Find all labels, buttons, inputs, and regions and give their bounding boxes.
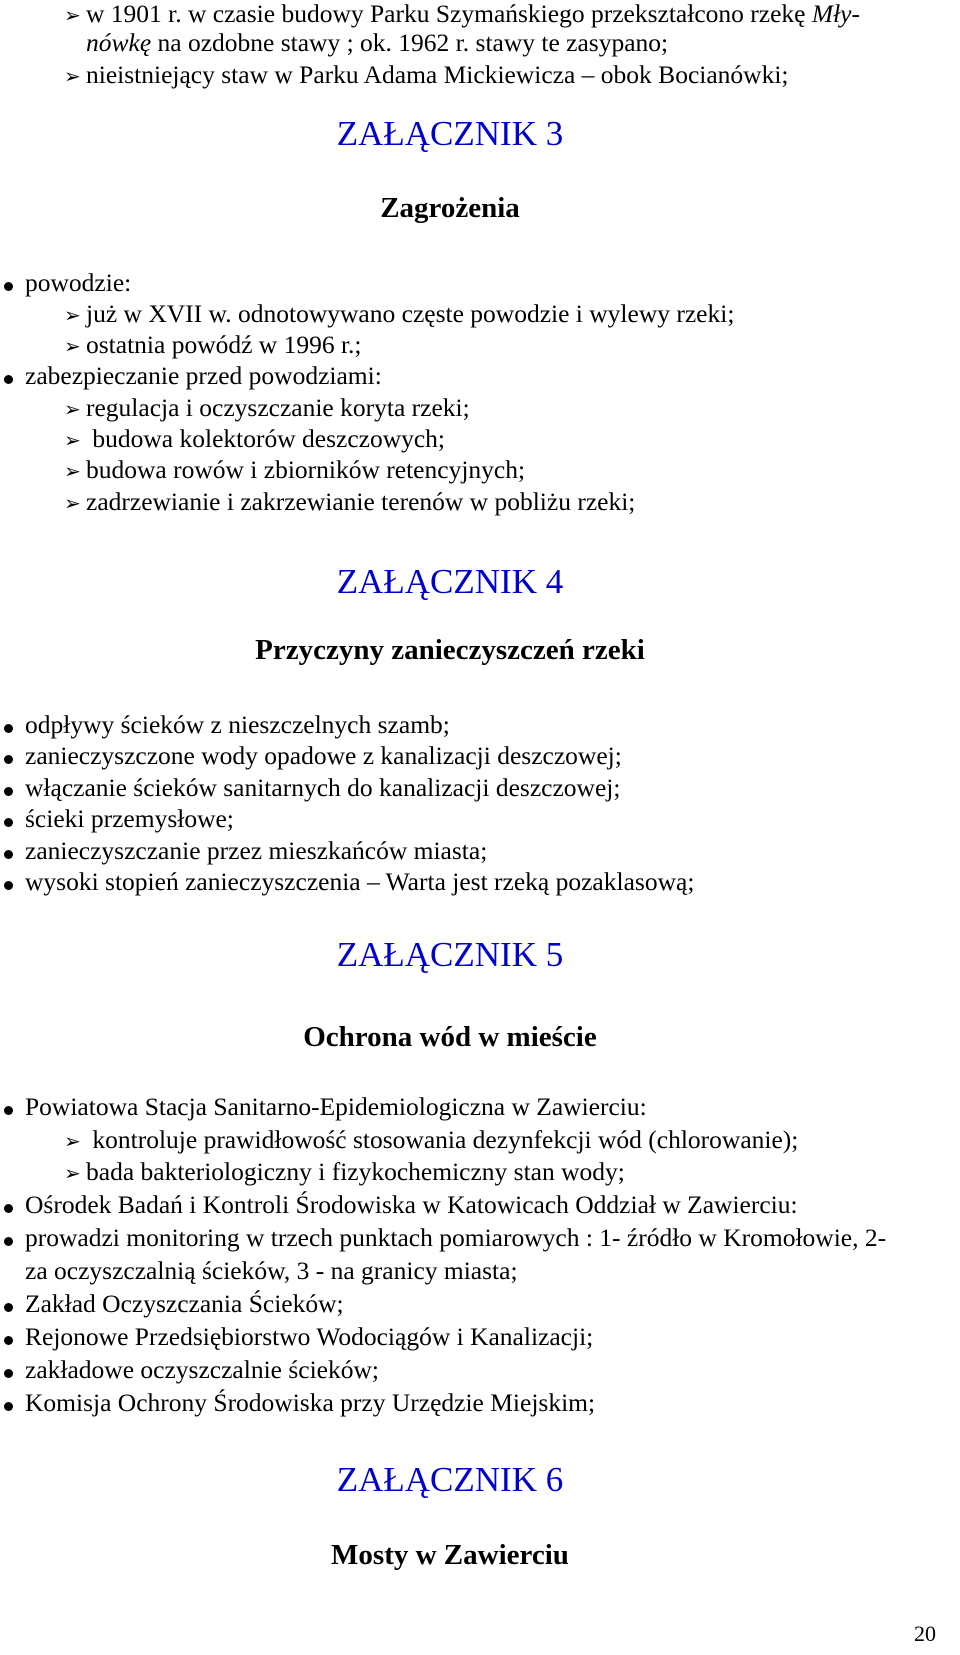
- list-item: ➢ regulacja i oczyszczanie koryta rzeki;: [64, 392, 470, 425]
- arrow-bullet-icon: ➢: [64, 459, 81, 483]
- bullet-dot-icon: [4, 1369, 13, 1378]
- bullet-dot-icon: [4, 787, 13, 796]
- section-title: Ochrona wód w mieście: [303, 1021, 597, 1053]
- list-item: Komisja Ochrony Środowiska przy Urzędzie Miejskim;: [25, 1388, 596, 1417]
- arrow-bullet-icon: ➢: [64, 303, 81, 327]
- list-item: ➢ bada bakteriologiczny i fizykochemiczny stan wody;: [64, 1156, 625, 1189]
- list-item: odpływy ścieków z nieszczelnych szamb;: [25, 710, 450, 739]
- list-item: zanieczyszczone wody opadowe z kanalizacji deszczowej;: [25, 741, 622, 770]
- list-item: zakładowe oczyszczalnie ścieków;: [25, 1355, 379, 1384]
- list-item: włączanie ścieków sanitarnych do kanalizacji deszczowej;: [25, 773, 621, 802]
- bullet-dot-icon: [4, 818, 13, 827]
- bullet-dot-icon: [4, 282, 13, 291]
- arrow-bullet-icon: ➢: [64, 1161, 81, 1185]
- arrow-bullet-icon: ➢: [64, 334, 81, 358]
- list-item: ➢ nieistniejący staw w Parku Adama Mickiewicza – obok Bocianówki;: [64, 59, 789, 92]
- bullet-dot-icon: [4, 881, 13, 890]
- section-heading: ZAŁĄCZNIK 3: [336, 114, 564, 153]
- section-heading: ZAŁĄCZNIK 5: [336, 935, 564, 974]
- list-item: Rejonowe Przedsiębiorstwo Wodociągów i Kanalizacji;: [25, 1322, 594, 1351]
- list-item-continuation: nówkę na ozdobne stawy ; ok. 1962 r. stawy te zasypano;: [86, 28, 669, 57]
- bullet-dot-icon: [4, 1237, 13, 1246]
- bullet-dot-icon: [4, 1402, 13, 1411]
- list-item: ➢ budowa kolektorów deszczowych;: [64, 423, 445, 456]
- bullet-dot-icon: [4, 375, 13, 384]
- arrow-bullet-icon: ➢: [64, 428, 81, 452]
- list-item-continuation: za oczyszczalnią ścieków, 3 - na granicy miasta;: [25, 1256, 518, 1285]
- list-item: Zakład Oczyszczania Ścieków;: [25, 1289, 344, 1318]
- bullet-dot-icon: [4, 724, 13, 733]
- list-item: Ośrodek Badań i Kontroli Środowiska w Katowicach Oddział w Zawierciu:: [25, 1190, 798, 1219]
- arrow-bullet-icon: ➢: [64, 64, 81, 88]
- section-title: Zagrożenia: [380, 192, 520, 224]
- list-item: powodzie:: [25, 268, 132, 297]
- bullet-dot-icon: [4, 1106, 13, 1115]
- arrow-bullet-icon: ➢: [64, 3, 81, 27]
- list-item: zabezpieczanie przed powodziami:: [25, 361, 382, 390]
- arrow-bullet-icon: ➢: [64, 1129, 81, 1153]
- bullet-dot-icon: [4, 1204, 13, 1213]
- arrow-bullet-icon: ➢: [64, 397, 81, 421]
- list-item: ➢ kontroluje prawidłowość stosowania dezynfekcji wód (chlorowanie);: [64, 1124, 798, 1157]
- list-item: ➢ w 1901 r. w czasie budowy Parku Szymańskiego przekształcono rzekę Mły-: [64, 0, 860, 31]
- list-item: ➢ zadrzewianie i zakrzewianie terenów w pobliżu rzeki;: [64, 486, 635, 519]
- section-title: Przyczyny zanieczyszczeń rzeki: [255, 634, 645, 666]
- list-item: ➢ ostatnia powódź w 1996 r.;: [64, 329, 362, 362]
- section-title: Mosty w Zawierciu: [331, 1539, 569, 1571]
- bullet-dot-icon: [4, 1336, 13, 1345]
- list-item: zanieczyszczanie przez mieszkańców miasta;: [25, 836, 488, 865]
- section-heading: ZAŁĄCZNIK 6: [336, 1460, 564, 1499]
- bullet-dot-icon: [4, 1303, 13, 1312]
- list-item: ➢ już w XVII w. odnotowywano częste powodzie i wylewy rzeki;: [64, 298, 734, 331]
- bullet-dot-icon: [4, 850, 13, 859]
- arrow-bullet-icon: ➢: [64, 491, 81, 515]
- page-number: 20: [914, 1621, 936, 1646]
- list-item: ścieki przemysłowe;: [25, 804, 234, 833]
- list-item: prowadzi monitoring w trzech punktach pomiarowych : 1- źródło w Kromołowie, 2-: [25, 1223, 887, 1252]
- bullet-dot-icon: [4, 755, 13, 764]
- section-heading: ZAŁĄCZNIK 4: [336, 562, 564, 601]
- list-item: wysoki stopień zanieczyszczenia – Warta jest rzeką pozaklasową;: [25, 867, 695, 896]
- list-item: Powiatowa Stacja Sanitarno-Epidemiologiczna w Zawierciu:: [25, 1092, 647, 1121]
- list-item: ➢ budowa rowów i zbiorników retencyjnych;: [64, 454, 525, 487]
